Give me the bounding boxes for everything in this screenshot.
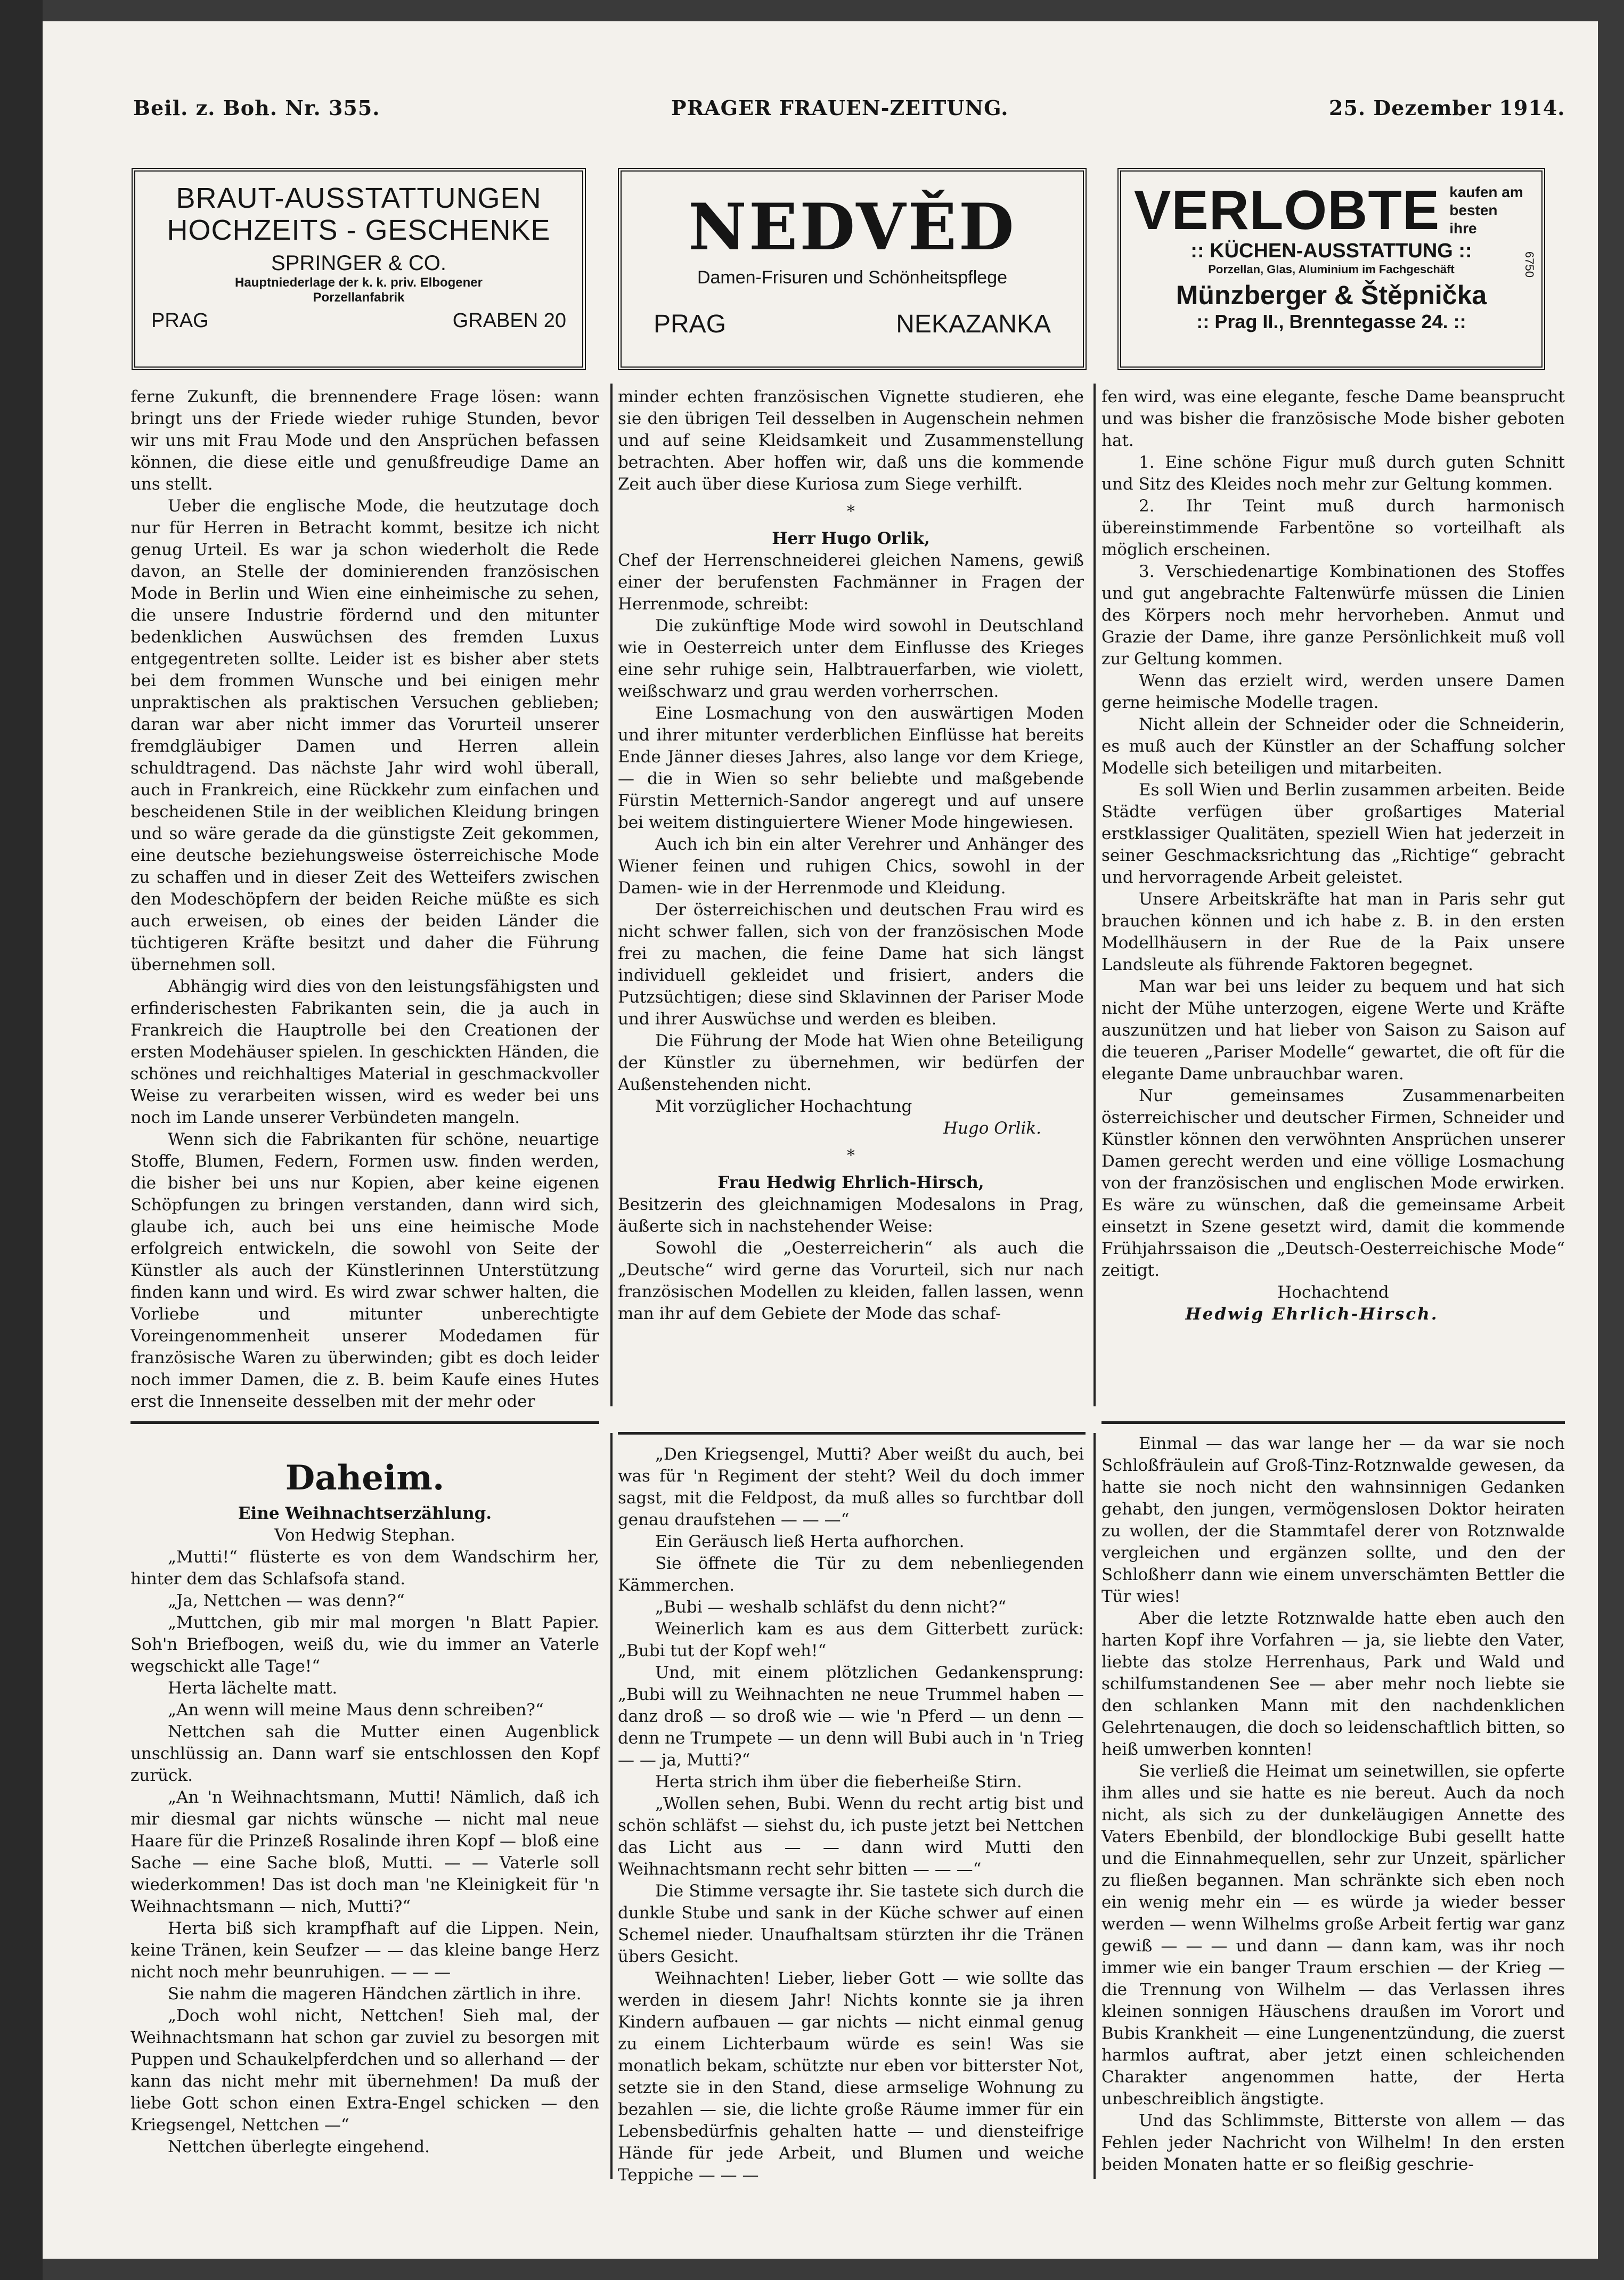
column-rule [610, 1433, 613, 2179]
ad-verlobte-firm: Münzberger & Štěpnička [1176, 280, 1487, 310]
paragraph: Sie verließ die Heimat um seinetwillen, sie opferte ihm alles und sie hatte es nie bereut. Auch da noch nicht, als sich zu der dunkeläugigen Annette des Vaters Ebenbild, der blondlockige Bubi gesellt hatte und die Einnahmequellen, sehr zur Unzeit, spärlicher zu fließen begannen. Man schränkte sich eben noch ein wenig mehr ein — es würde ja wieder besser werden — wenn Wilhelms große Arbeit fertig war ganz gewiß — — — und dann — dann kam, was ihr noch immer wie ein banger Traum erschien — der Krieg — die Trennung von Wilhelm — das Verlassen ihres kleinen sonnigen Häuschens draußen im Vorort und Bubis Krankheit — eine Lungenentzündung, die zuerst harmlos auftrat, aber jetzt einen schleichenden Charakter angenommen hatte, der Herta unbeschreiblich ängstigte. [1101, 1762, 1565, 2108]
issue-reference: Beil. z. Boh. Nr. 355. [133, 96, 380, 120]
paragraph: Nur gemeinsames Zusammenarbeiten österreichischer und deutscher Firmen, Schneider und Künstler können den verwöhnten Ansprüchen unserer Damen gerecht werden und eine völlige Losmachung von der französischen und englischen Mode erwirken. Es wäre zu wünschen, daß die gemeinsame Arbeit einsetzt in Szene gesetzt wird, damit die kommende Frühjahrssaison die „Deutsch-Oesterreichische Mode“ zeitigt. [1101, 1086, 1565, 1280]
paragraph: Und, mit einem plötzlichen Gedankensprung: „Bubi will zu Weihnachten ne neue Trummel haben — danz droß — so droß wie — wie 'n Pferd — un denn — denn ne Trumpete — un denn will Bubi auch in 'n Trieg — — ja, Mutti?“ [618, 1663, 1084, 1770]
ad-springer-small2: Porzellanfabrik [313, 290, 405, 305]
story-column-3 [1101, 1433, 1565, 2174]
paragraph: ferne Zukunft, die brennendere Frage lösen: wann bringt uns der Friede wieder ruhige Stunden, bevor wir uns mit Frau Mode und den Ansprüchen befassen können, die diese eitle und genußfreudige Dame an uns stellt. [130, 387, 599, 494]
column-rule [610, 384, 613, 1406]
paragraph: fen wird, was eine elegante, fesche Dame beansprucht und was bisher die französische Mode bisher geboten hat. [1101, 387, 1565, 450]
paragraph: Eine Losmachung von den auswärtigen Moden und ihrer mitunter verderblichen Einflüsse hat bereits Ende Jänner dieses Jahres, also lange vor dem Kriege, — die in Wien so sehr beliebte und maßgebende Fürstin Metternich-Sandor angeregt und auf unsere bei weitem distinguiertere Wiener Mode hingewiesen. [618, 704, 1084, 832]
ad-verlobte-side2: besten ihre [1449, 202, 1498, 237]
story-author: Von Hedwig Stephan. [274, 1526, 455, 1545]
paragraph: „Den Kriegsengel, Mutti? Aber weißt du auch, bei was für 'n Regiment der steht? Weil du doch immer sagst, mit die Feldpost, da muß alles so furchtbar doll genau draufstehen — — —“ [618, 1445, 1084, 1529]
paragraph: Nicht allein der Schneider oder die Schneiderin, es muß auch der Künstler an der Schaffung solcher Modelle sich beteiligen und mitarbeiten. [1101, 715, 1565, 778]
ad-verlobte-side1: kaufen am [1449, 184, 1523, 200]
ad-springer-firm: SPRINGER & CO. [271, 251, 446, 275]
paragraph: Herta biß sich krampfhaft auf die Lippen. Nein, keine Tränen, kein Seufzer — — das kleine bange Herz nicht noch mehr beunruhigen. — — — [130, 1919, 599, 1982]
paragraph: Abhängig wird dies von den leistungsfähigsten und erfinderischesten Fabrikanten sein, die ja auch in Frankreich die Hauptrolle bei den Creationen der ersten Modehäuser spielen. In geschickten Händen, die schönes und reichhaltiges Material in geschmackvoller Weise zu verarbeiten wissen, wird es weder bei uns noch im Lande unserer Verbündeten mangeln. [130, 977, 599, 1127]
paragraph: Herta strich ihm über die fieberheiße Stirn. [655, 1772, 1022, 1792]
article-column-1 [130, 386, 599, 1420]
paragraph: Und das Schlimmste, Bitterste von allem — das Fehlen jeder Nachricht von Wilhelm! In den ersten beiden Monaten hatte er so fleißig geschrie- [1101, 2111, 1565, 2174]
paragraph: Sie nahm die mageren Händchen zärtlich in ihre. [168, 1984, 582, 2004]
section-separator: * [847, 502, 855, 521]
paragraph: Die Stimme versagte ihr. Sie tastete sich durch die dunkle Stube und sank in der Küche schwer auf einen Schemel nieder. Unaufhaltsam stürzten ihr die Tränen übers Gesicht. [618, 1882, 1084, 1966]
ad-nedved-desc: Damen-Frisuren und Schönheitspflege [697, 267, 1008, 288]
paragraph: Sowohl die „Oesterreicherin“ als auch die „Deutsche“ wird gerne das Vorurteil, sich nur nach französischen Modellen zu kleiden, fallen lassen, wenn man ihr auf dem Gebiete der Mode das schaf- [618, 1239, 1084, 1323]
paragraph: Unsere Arbeitskräfte hat man in Paris sehr gut brauchen können und ich habe z. B. in den ersten Modellhäusern in der Rue de la Paix unsere Landsleute als führende Faktoren begegnet. [1101, 890, 1565, 974]
paragraph: „Ja, Nettchen — was denn?“ [168, 1591, 405, 1610]
signature: Hugo Orlik. [943, 1119, 1041, 1138]
ad-springer [132, 168, 586, 370]
paragraph: Auch ich bin ein alter Verehrer und Anhänger des Wiener feinen und ruhigen Chics, sowohl in der Damen- wie in der Herrenmode und Kleidung. [618, 835, 1084, 898]
story-subtitle: Eine Weihnachtserzählung. [238, 1504, 492, 1523]
paragraph: „An wenn will meine Maus denn schreiben?“ [168, 1700, 544, 1720]
paragraph: „An 'n Weihnachtsmann, Mutti! Nämlich, daß ich mir diesmal gar nichts wünsche — nicht mal neue Haare für die Prinzeß Rosalinde ihren Kopf — bloß eine Sache — eine Sache bloß, Mutti. — — Vaterle soll wiederkommen! Das ist doch man 'ne Kleinigkeit für 'n Weihnachtsmann — nich, Mutti?“ [130, 1788, 599, 1916]
paragraph: Weihnachten! Lieber, lieber Gott — wie sollte das werden in diesem Jahr! Nichts konnte sie ja ihren Kindern aufbauen — gar nichts — nicht einmal genug zu einem Lichterbaum würde es sein! Was sie monatlich bekam, schützte nur eben vor bitterster Not, setzte sie in den Stand, diese armselige Wohnung zu bezahlen — sie, die lichte große Räume immer für ein Lebensbedürfnis gehalten hatte — und diensteifrige Hände für jede Arbeit, und Blumen und weiche Teppiche — — — [618, 1969, 1084, 2185]
paragraph: „Bubi — weshalb schläfst du denn nicht?“ [655, 1598, 1007, 1617]
paragraph: 1. Eine schöne Figur muß durch guten Schnitt und Sitz des Kleides noch mehr zur Geltung kommen. [1101, 453, 1565, 494]
paragraph: Die zukünftige Mode wird sowohl in Deutschland wie in Oesterreich unter dem Einflusse des Krieges eine sehr ruhige sein, Halbtrauerfarben, wie violett, weißschwarz und grau werden vorherrschen. [618, 616, 1084, 701]
ad-nedved-name: NEDVĚD [688, 190, 1016, 265]
article-column-3 [1101, 386, 1565, 1420]
ad-springer-line1: BRAUT-AUSSTATTUNGEN [176, 182, 542, 214]
ad-nedved-city: PRAG [654, 310, 727, 338]
issue-date: 25. Dezember 1914. [1329, 96, 1565, 120]
section-rule [130, 1421, 599, 1424]
ad-springer-city: PRAG [151, 310, 209, 332]
ad-nedved-street: NEKAZANKA [896, 310, 1051, 338]
ad-verlobte-address: :: Prag II., Brenntegasse 24. :: [1196, 311, 1466, 332]
paragraph: Es soll Wien und Berlin zusammen arbeiten. Beide Städte verfügen über großartiges Material erstklassiger Qualitäten, speziell Wien hat jederzeit in seiner Geschmacksrichtung das „Richtige“ gebracht und hervorragende Arbeit geleistet. [1101, 780, 1565, 887]
ad-verlobte-title: VERLOBTE [1134, 180, 1440, 241]
paragraph: Weinerlich kam es aus dem Gitterbett zurück: „Bubi tut der Kopf weh!“ [618, 1619, 1084, 1660]
section-rule [1101, 1421, 1565, 1424]
section-heading: Herr Hugo Orlik, [772, 529, 930, 548]
paragraph: Besitzerin des gleichnamigen Modesalons in Prag, äußerte sich in nachstehender Weise: [618, 1195, 1084, 1236]
paragraph: Sie öffnete die Tür zu dem nebenliegenden Kämmerchen. [618, 1554, 1084, 1595]
paragraph: Aber die letzte Rotznwalde hatte eben auch den harten Kopf ihre Vorfahren — ja, sie liebte den Vater, liebte das stolze Herrenhaus, Park und Wald und schilfumstandenen See — aber mehr noch liebte sie den schlanken Mann mit den nachdenklichen Gelehrtenaugen, die doch so leidenschaftlich bitten, so heiß umwerben konnten! [1101, 1609, 1565, 1759]
story-column-2 [618, 1444, 1084, 2185]
ad-nedved [618, 168, 1087, 370]
newspaper-title: PRAGER FRAUEN-ZEITUNG. [671, 96, 1009, 120]
ad-springer-street: GRABEN 20 [452, 310, 566, 332]
paragraph: Die Führung der Mode hat Wien ohne Beteiligung der Künstler zu übernehmen, wir bedürfen der Außenstehenden nicht. [618, 1031, 1084, 1094]
ad-verlobte-code: 6750 [1523, 251, 1536, 278]
paragraph: Ein Geräusch ließ Herta aufhorchen. [655, 1532, 965, 1551]
paragraph: Chef der Herrenschneiderei gleichen Namens, gewiß einer der berufensten Fachmänner in Fragen der Herrenmode, schreibt: [618, 551, 1084, 614]
page-binding [0, 0, 43, 2280]
paragraph: Der österreichischen und deutschen Frau wird es nicht schwer fallen, sich von der französischen Mode frei zu machen, die feine Dame hat sich längst individuell gekleidet und frisiert, anders die Putzsüchtigen; diese sind Sklavinnen der Pariser Mode und ihrer Auswüchse und werden es bleiben. [618, 900, 1084, 1029]
paragraph: „Mutti!“ flüsterte es von dem Wandschirm her, hinter dem das Schlafsofa stand. [130, 1548, 599, 1589]
paragraph: „Doch wohl nicht, Nettchen! Sieh mal, der Weihnachtsmann hat schon gar zuviel zu besorgen mit Puppen und Schaukelpferdchen und so allerhand — der kann das nicht mehr mit übernehmen! Da muß der liebe Gott schon einen Extra-Engel schicken — den Kriegsengel, Nettchen —“ [130, 2006, 599, 2135]
paragraph: Nettchen überlegte eingehend. [168, 2137, 430, 2156]
section-rule [618, 1432, 1086, 1435]
paragraph: Einmal — das war lange her — da war sie noch Schloßfräulein auf Groß-Tinz-Rotznwalde gewesen, da hatte sie noch nicht den wahnsinnigen Gedanken gehabt, den jungen, vermögenslosen Doktor heiraten zu wollen, der die Stammtafel derer von Rotznwalde vergleichen und ergänzen sollte, und den der Schloßherr dann wie einem unverschämten Bettler die Tür wies! [1101, 1434, 1565, 1606]
ad-verlobte [1117, 168, 1545, 370]
paragraph: Wenn das erzielt wird, werden unsere Damen gerne heimische Modelle tragen. [1101, 671, 1565, 712]
section-heading: Frau Hedwig Ehrlich-Hirsch, [717, 1173, 984, 1192]
paragraph: 2. Ihr Teint muß durch harmonisch übereinstimmende Farbentöne so vorteilhaft als möglich erscheinen. [1101, 496, 1565, 559]
paragraph: Wenn sich die Fabrikanten für schöne, neuartige Stoffe, Blumen, Federn, Formen usw. finden werden, die bisher bei uns nur Kopien, aber keine eigenen Schöpfungen zu bringen verstanden, dann wird sich, glaube ich, auch bei uns eine heimische Mode erfolgreich entwickeln, die sowohl von Seite der Künstler als auch der Künstlerinnen Unterstützung finden kann und wird. Es wird zwar schwer halten, die Vorliebe und mitunter unberechtigte Voreingenommenheit unserer Modedamen für französische Waren zu überwinden; gibt es doch leider noch immer Damen, die z. B. beim Kaufe eines Hutes erst die Innenseite desselben mit der mehr oder [130, 1130, 599, 1411]
section-separator: * [847, 1146, 855, 1165]
ad-verlobte-tiny: Porzellan, Glas, Aluminium im Fachgeschäft [1208, 263, 1455, 276]
story-title: Daheim. [285, 1458, 445, 1498]
closing: Mit vorzüglicher Hochachtung [655, 1097, 912, 1116]
article-column-2 [618, 386, 1084, 1420]
paragraph: Man war bei uns leider zu bequem und hat sich nicht der Mühe unterzogen, eigene Werte und Kräfte auszunützen und hat lieber von Saison zu Saison auf die teueren „Pariser Modelle“ gewartet, die oft für die elegante Dame unbrauchbar waren. [1101, 977, 1565, 1084]
column-rule [1093, 1433, 1096, 2179]
column-rule [1093, 384, 1096, 1406]
paragraph: Nettchen sah die Mutter einen Augenblick unschlüssig an. Dann warf sie entschlossen den Kopf zurück. [130, 1722, 599, 1785]
ad-verlobte-sub: :: KÜCHEN-AUSSTATTUNG :: [1190, 240, 1472, 262]
paragraph: Ueber die englische Mode, die heutzutage doch nur für Herren in Betracht kommt, besitze ich nicht genug Urteil. Es war ja schon wiederholt die Rede davon, an Stelle der dominierenden französischen Mode in Berlin und Wien eine einheimische zu sehen, die unsere Industrie fördernd und den mitunter bedenklichen Auswüchsen des fremden Luxus entgegentreten sollte. Leider ist es bisher aber stets bei dem frommen Wunsche und bei einigen mehr unpraktischen als praktischen Versuchen geblieben; daran war aber nicht immer das Vorurteil unserer fremdgläubiger Damen und Herren allein schuldtragend. Das nächste Jahr wird wohl überall, auch in Frankreich, eine Rückkehr zum einfachen und bescheidenen Stile in der weiblichen Kleidung bringen und so wäre gerade da die günstigste Zeit gekommen, eine deutsche beziehungsweise österreichische Mode zu schaffen und in dieser Zeit des Wetteifers zwischen den Modeschöpfern der beiden Reiche müßte es sich auch erweisen, ob eines der beiden Länder die tüchtigeren Kräfte besitzt und daher die Führung übernehmen soll. [130, 496, 599, 974]
paragraph: „Muttchen, gib mir mal morgen 'n Blatt Papier. Soh'n Briefbogen, weiß du, wie du immer an Vaterle wegschickt alle Tage!“ [130, 1613, 599, 1676]
paragraph: minder echten französischen Vignette studieren, ehe sie den übrigen Teil desselben in Augenschein nehmen und auf seine Kleidsamkeit und Zusammenstellung betrachten. Aber hoffen wir, daß uns die kommende Zeit auch über diese Kuriosa zum Siege verhilft. [618, 387, 1084, 494]
closing: Hochachtend [1277, 1283, 1389, 1302]
paragraph: Herta lächelte matt. [168, 1679, 338, 1698]
signature: Hedwig Ehrlich-Hirsch. [1185, 1305, 1439, 1324]
story-column-1 [130, 1457, 599, 2165]
ad-springer-line2: HOCHZEITS - GESCHENKE [167, 214, 551, 246]
paragraph: „Wollen sehen, Bubi. Wenn du recht artig bist und schön schläfst — siehst du, ich puste jetzt bei Nettchen das Licht aus — — dann wird Mutti den Weihnachtsmann recht sehr bitten — — —“ [618, 1794, 1084, 1879]
paragraph: 3. Verschiedenartige Kombinationen des Stoffes und gut angebrachte Faltenwürfe müssen die Linien des Körpers noch mehr hervorheben. Anmut und Grazie der Dame, ihre ganze Persönlichkeit muß voll zur Geltung kommen. [1101, 562, 1565, 669]
ad-springer-small1: Hauptniederlage der k. k. priv. Elbogener [234, 275, 483, 290]
